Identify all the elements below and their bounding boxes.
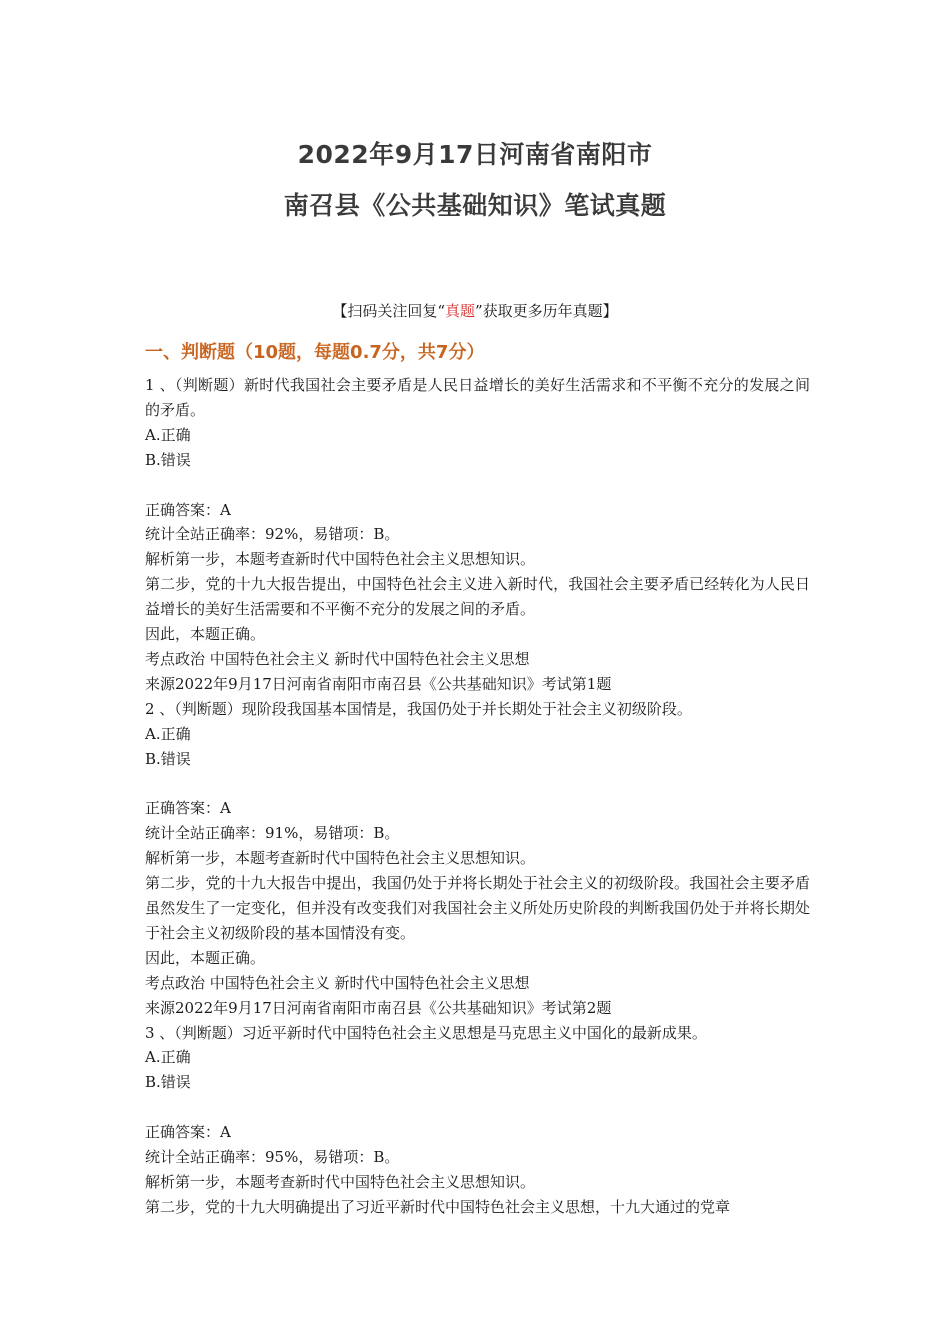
spacer — [145, 1095, 810, 1120]
answer-stats: 统计全站正确率：91%，易错项：B。 — [145, 824, 400, 843]
spacer — [145, 473, 810, 498]
correct-answer: 正确答案：A — [145, 500, 231, 519]
option-a: A.正确 — [145, 425, 191, 444]
correct-answer: 正确答案：A — [145, 799, 231, 818]
question-list — [145, 373, 810, 1220]
analysis-step-2: 第二步，党的十九大报告中提出，我国仍处于并将长期处于社会主义的初级阶段。我国社会主要矛盾虽然发生了一定变化，但并没有改变我们对我国社会主义所处历史阶段的判断我国仍处于并将长期处于社会主义初级阶段的基本国情没有变。 — [145, 874, 810, 942]
document-title-line-2: 南召县《公共基础知识》笔试真题 — [283, 191, 667, 220]
correct-answer: 正确答案：A — [145, 1123, 231, 1142]
conclusion: 因此，本题正确。 — [145, 625, 266, 644]
analysis-step-2: 第二步，党的十九大明确提出了习近平新时代中国特色社会主义思想，十九大通过的党章 — [145, 1197, 731, 1216]
option-b: B.错误 — [145, 450, 191, 469]
analysis-step-1: 解析第一步，本题考查新时代中国特色社会主义思想知识。 — [145, 1172, 536, 1191]
question-source: 来源2022年9月17日河南省南阳市南召县《公共基础知识》考试第2题 — [145, 998, 612, 1017]
option-b: B.错误 — [145, 1073, 191, 1092]
promo-suffix: ”获取更多历年真题】 — [475, 302, 618, 320]
document-title-line-1: 2022年9月17日河南省南阳市 — [297, 140, 653, 169]
analysis-step-1: 解析第一步，本题考查新时代中国特色社会主义思想知识。 — [145, 550, 536, 569]
section-heading: 一、判断题（10题，每题0.7分，共7分） — [145, 342, 485, 363]
answer-stats: 统计全站正确率：92%，易错项：B。 — [145, 525, 400, 544]
promo-banner — [0, 300, 950, 321]
option-b: B.错误 — [145, 749, 191, 768]
question-stem: 2 、（判断题）现阶段我国基本国情是，我国仍处于并长期处于社会主义初级阶段。 — [145, 699, 692, 718]
conclusion: 因此，本题正确。 — [145, 948, 266, 967]
knowledge-points: 考点政治 中国特色社会主义 新时代中国特色社会主义思想 — [145, 649, 530, 668]
analysis-step-2: 第二步，党的十九大报告提出，中国特色社会主义进入新时代，我国社会主要矛盾已经转化为人民日益增长的美好生活需要和不平衡不充分的发展之间的矛盾。 — [145, 575, 810, 619]
analysis-step-1: 解析第一步，本题考查新时代中国特色社会主义思想知识。 — [145, 849, 536, 868]
question-stem: 1 、（判断题）新时代我国社会主要矛盾是人民日益增长的美好生活需求和不平衡不充分的发展之间的矛盾。 — [145, 376, 810, 419]
answer-stats: 统计全站正确率：95%，易错项：B。 — [145, 1148, 400, 1167]
option-a: A.正确 — [145, 724, 191, 743]
question-source: 来源2022年9月17日河南省南阳市南召县《公共基础知识》考试第1题 — [145, 674, 612, 693]
question-stem: 3 、（判断题）习近平新时代中国特色社会主义思想是马克思主义中国化的最新成果。 — [145, 1023, 707, 1042]
option-a: A.正确 — [145, 1048, 191, 1067]
knowledge-points: 考点政治 中国特色社会主义 新时代中国特色社会主义思想 — [145, 973, 530, 992]
promo-highlight: 真题 — [444, 302, 475, 320]
promo-prefix: 【扫码关注回复“ — [332, 302, 445, 320]
spacer — [145, 771, 810, 796]
